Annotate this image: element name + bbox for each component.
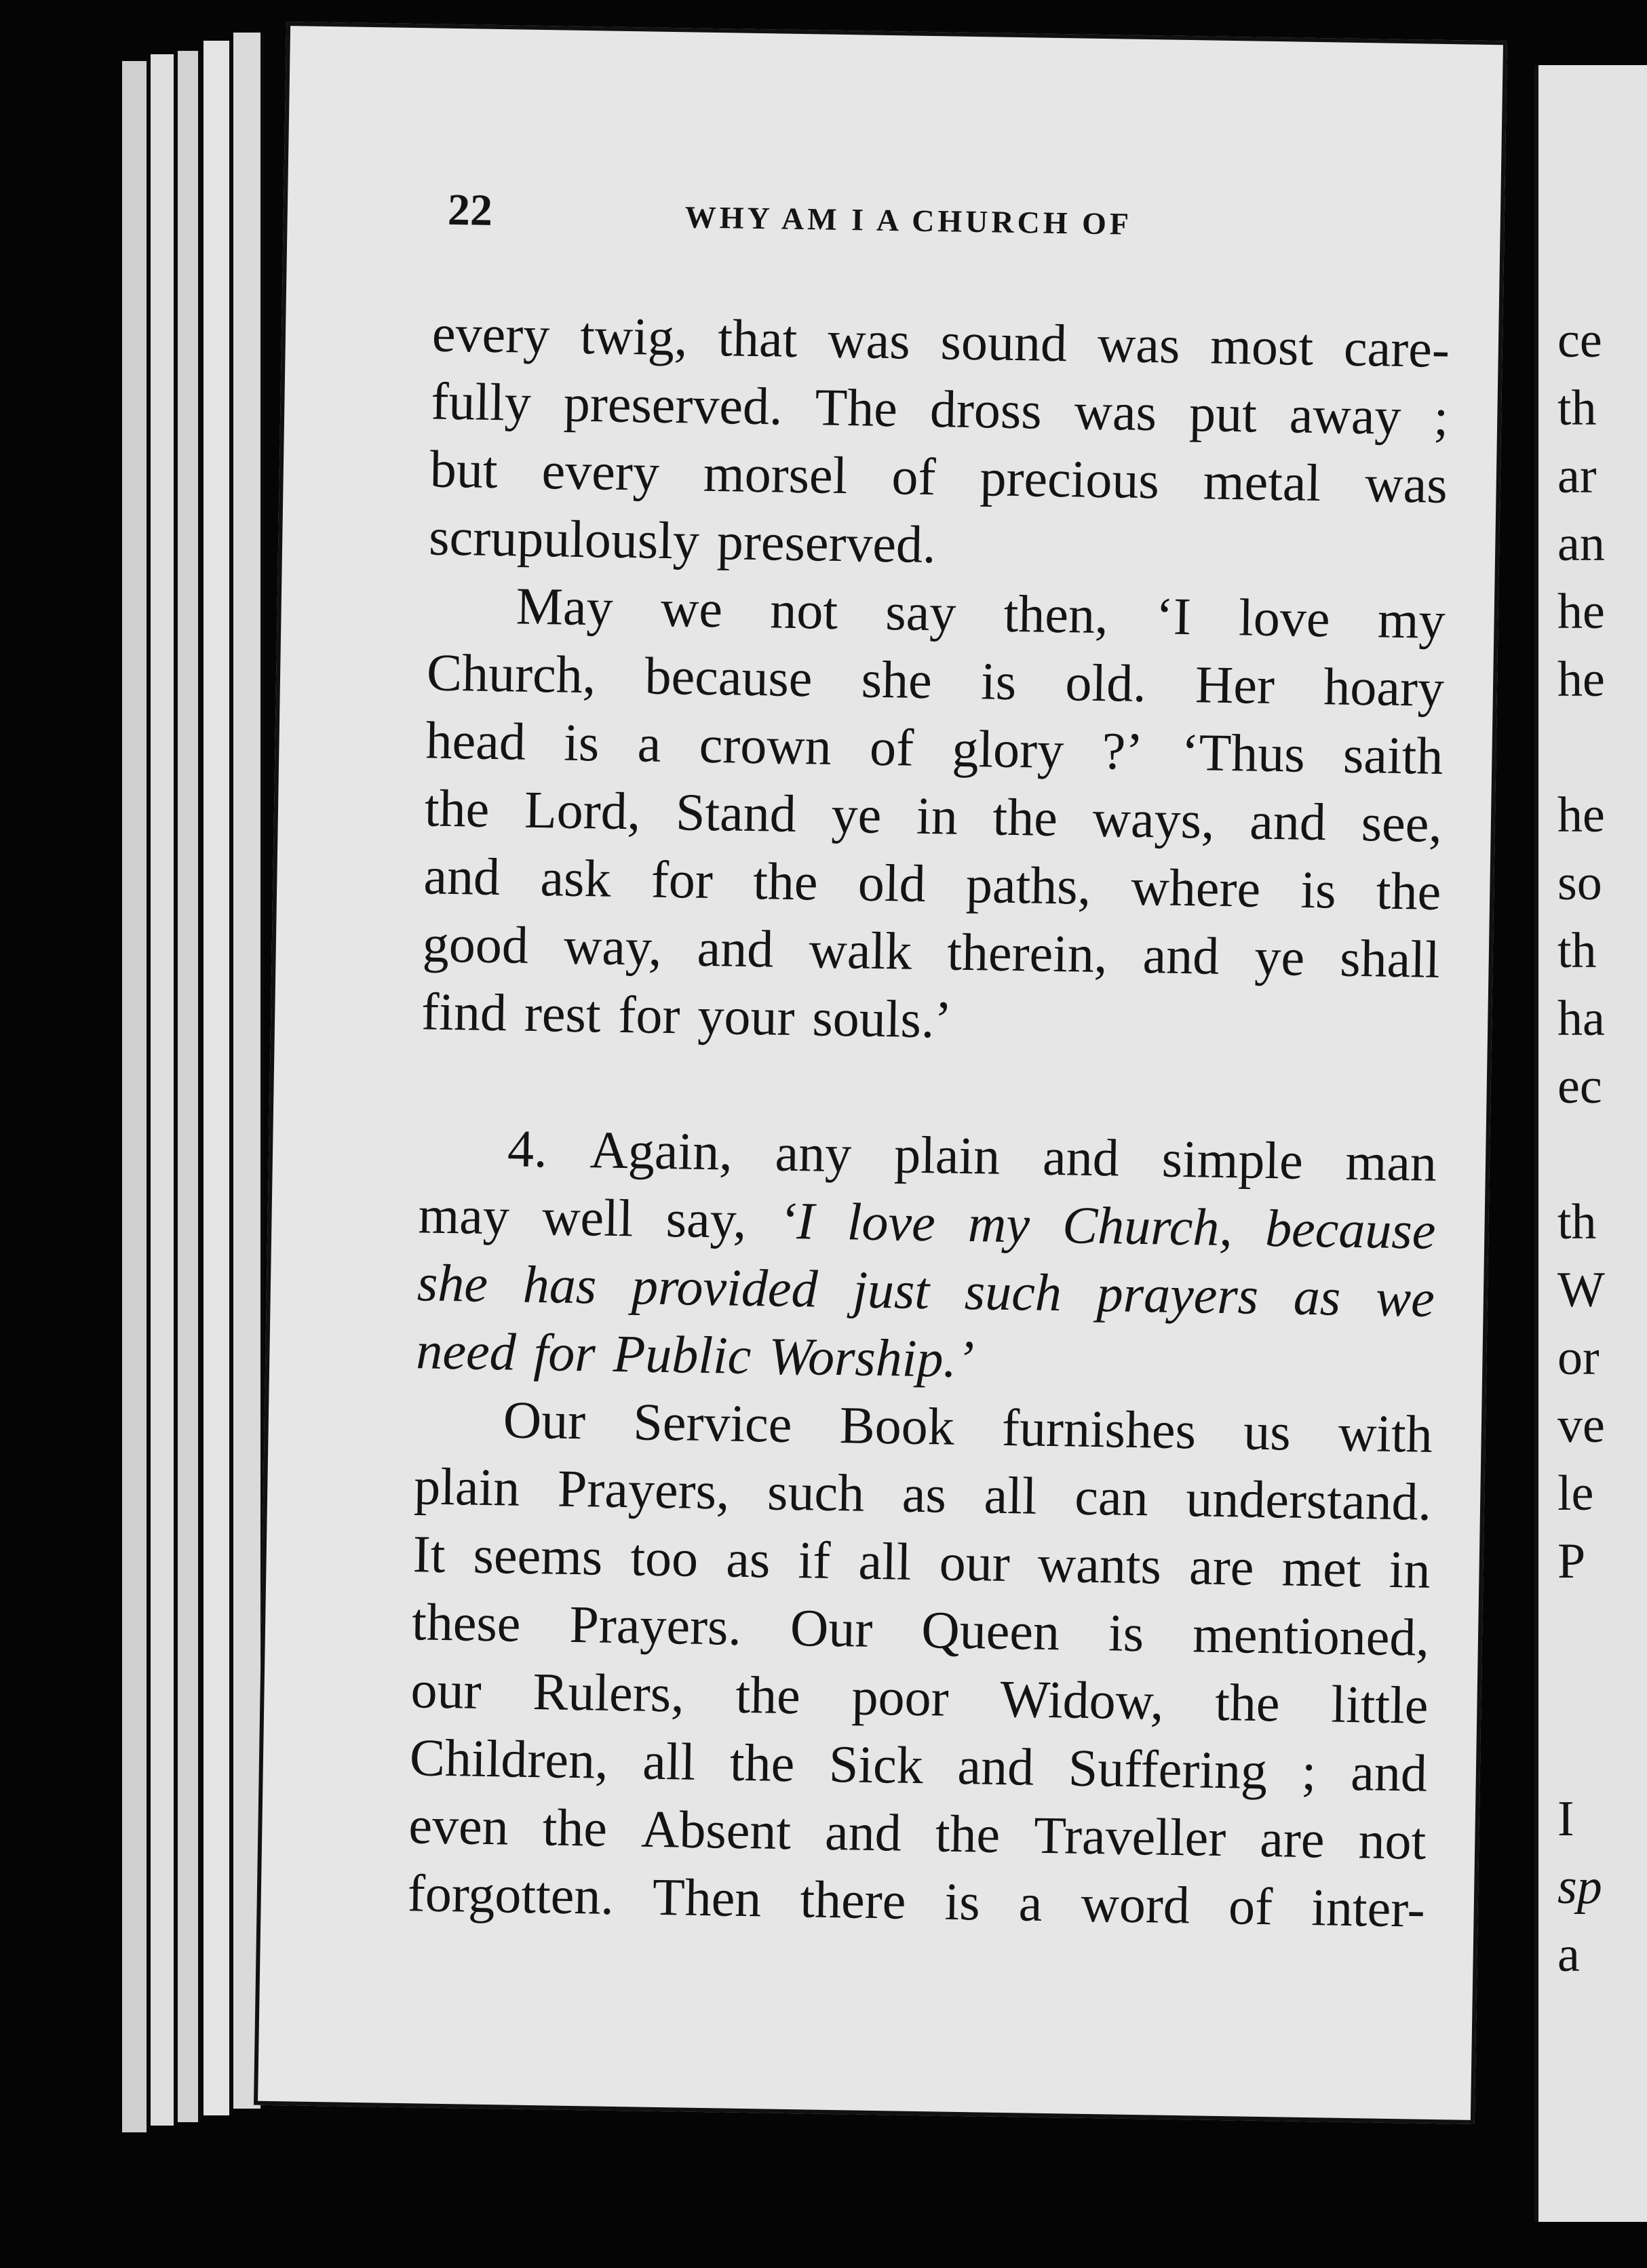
word: paths, xyxy=(965,854,1091,916)
word: most xyxy=(1209,315,1314,376)
word: morsel xyxy=(703,443,849,505)
word: forgotten. xyxy=(407,1863,615,1925)
facing-page-fragment: ce xyxy=(1557,313,1602,368)
page-number: 22 xyxy=(447,184,493,235)
facing-page-fragment: ar xyxy=(1557,448,1597,504)
facing-page-fragment: P xyxy=(1557,1533,1586,1589)
word: such xyxy=(964,1261,1062,1323)
word: put xyxy=(1188,383,1258,444)
word: Sick xyxy=(828,1734,924,1795)
word: has xyxy=(522,1254,597,1315)
word: the xyxy=(542,1797,608,1858)
word: fully xyxy=(430,371,532,432)
word: seems xyxy=(472,1525,603,1586)
word: we xyxy=(1375,1268,1435,1328)
word: your xyxy=(697,985,796,1047)
word: not xyxy=(769,580,838,640)
facing-page-fragment: so xyxy=(1557,855,1602,911)
word: of xyxy=(891,446,937,507)
word: Our xyxy=(503,1390,586,1451)
word: a xyxy=(1018,1873,1043,1932)
word: simple xyxy=(1161,1129,1304,1190)
word: Worship.’ xyxy=(768,1326,975,1389)
word: where xyxy=(1130,857,1261,918)
word: furnishes xyxy=(1001,1397,1197,1460)
page-edge xyxy=(204,41,233,2115)
word: ways, xyxy=(1092,788,1216,850)
word: all xyxy=(642,1731,696,1791)
word: then, xyxy=(1003,583,1109,645)
word: my xyxy=(1377,589,1446,650)
word: old xyxy=(857,853,927,914)
facing-page-fragment: or xyxy=(1557,1330,1600,1386)
word: was xyxy=(1364,454,1448,515)
word: these xyxy=(411,1592,522,1653)
word: preserved. xyxy=(716,511,937,574)
word: ; xyxy=(1433,387,1449,447)
word: Prayers. xyxy=(568,1594,742,1656)
facing-page-fragment: th xyxy=(1557,923,1597,979)
word: as xyxy=(725,1529,771,1589)
facing-page-fragment: th xyxy=(1557,380,1597,436)
word: hoary xyxy=(1323,657,1445,718)
word: walk xyxy=(808,920,912,981)
word: was xyxy=(1097,313,1181,374)
word: Prayers, xyxy=(557,1458,731,1521)
word: find xyxy=(421,981,507,1042)
word: because xyxy=(1264,1198,1437,1260)
word: say, xyxy=(665,1189,747,1249)
word: even xyxy=(408,1795,509,1856)
word: all xyxy=(984,1465,1038,1525)
word: are xyxy=(1188,1536,1255,1597)
word: It xyxy=(412,1524,446,1584)
word: Service xyxy=(632,1392,793,1454)
word: Traveller xyxy=(1033,1805,1226,1868)
word: Church, xyxy=(1062,1195,1233,1257)
word: a xyxy=(637,713,662,773)
word: 4. xyxy=(507,1118,548,1179)
word: of xyxy=(869,717,914,777)
word: Church, xyxy=(426,642,596,705)
word: and xyxy=(697,918,775,979)
word: Then xyxy=(652,1866,762,1928)
word: and xyxy=(1249,791,1327,852)
word: Children, xyxy=(409,1727,609,1790)
word: dross xyxy=(929,379,1043,440)
word: with xyxy=(1338,1403,1433,1464)
word: old. xyxy=(1064,652,1147,713)
word: any xyxy=(775,1122,852,1184)
word: there xyxy=(799,1869,907,1930)
word: Rulers, xyxy=(532,1662,685,1723)
word: saith xyxy=(1342,724,1444,785)
word: The xyxy=(814,377,898,438)
word: Lord, xyxy=(524,779,641,841)
word: may xyxy=(417,1185,510,1246)
word: is xyxy=(944,1871,981,1932)
word: poor xyxy=(851,1666,950,1727)
word: the xyxy=(729,1732,795,1793)
word: of xyxy=(1228,1876,1273,1936)
word: but xyxy=(429,439,499,500)
word: ye xyxy=(830,784,882,844)
word: wants xyxy=(1037,1533,1162,1595)
word: twig, xyxy=(579,305,689,367)
word: ‘I xyxy=(778,1190,815,1251)
word: every xyxy=(541,441,660,502)
word: my xyxy=(967,1194,1030,1254)
word: plain xyxy=(413,1456,520,1517)
word: and xyxy=(956,1736,1034,1797)
word: we xyxy=(660,578,723,639)
word: in xyxy=(1389,1539,1431,1599)
word: love xyxy=(1238,587,1331,648)
word: word xyxy=(1080,1873,1190,1935)
word: Widow, xyxy=(999,1668,1165,1731)
word: ye xyxy=(1254,926,1305,987)
word: Absent xyxy=(640,1799,792,1861)
word: and xyxy=(1142,925,1220,985)
word: as xyxy=(902,1464,947,1524)
word: precious xyxy=(979,448,1160,510)
word: was xyxy=(1074,381,1157,442)
word: was xyxy=(827,309,911,370)
word: Queen xyxy=(921,1600,1060,1662)
word: and xyxy=(1042,1127,1120,1188)
word: if xyxy=(797,1530,831,1590)
word: head xyxy=(425,710,526,771)
word: provided xyxy=(631,1256,819,1318)
word: for xyxy=(533,1323,596,1383)
word: us xyxy=(1243,1401,1292,1462)
word: all xyxy=(857,1531,912,1591)
page-edge xyxy=(178,51,201,2122)
page-header xyxy=(447,184,1283,272)
word: preserved. xyxy=(563,373,783,436)
word: glory xyxy=(951,718,1064,780)
word: she xyxy=(416,1253,488,1313)
word: the xyxy=(1376,861,1441,921)
page-edge xyxy=(151,54,177,2126)
word: Stand xyxy=(675,782,797,843)
word: ask xyxy=(539,848,612,908)
word: scrupulously xyxy=(428,507,700,570)
body-text xyxy=(407,299,1450,1942)
book-page xyxy=(254,22,1507,2124)
word: the xyxy=(752,851,819,912)
word: met xyxy=(1281,1538,1362,1599)
word: away xyxy=(1289,385,1402,446)
word: ?’ xyxy=(1101,721,1144,781)
word: not xyxy=(1357,1810,1427,1871)
word: love xyxy=(847,1192,936,1253)
word: as xyxy=(1293,1266,1342,1327)
word: care- xyxy=(1343,317,1450,379)
facing-page-fragment: ve xyxy=(1557,1398,1605,1453)
word: in xyxy=(916,785,958,846)
word: well xyxy=(541,1187,634,1248)
word: the xyxy=(1214,1672,1281,1733)
word: mentioned, xyxy=(1192,1604,1430,1667)
word: shall xyxy=(1339,928,1441,989)
word: Our xyxy=(790,1598,874,1658)
word: say xyxy=(885,582,957,642)
word: need xyxy=(415,1321,517,1382)
facing-page-fragment: he xyxy=(1557,652,1605,707)
word: can xyxy=(1074,1466,1149,1527)
word: man xyxy=(1345,1131,1437,1192)
word: the xyxy=(935,1803,1001,1864)
facing-page-fragment: I xyxy=(1557,1791,1574,1847)
word: our xyxy=(410,1660,482,1720)
facing-page-fragment: th xyxy=(1557,1194,1597,1250)
word: Suffering xyxy=(1068,1738,1268,1801)
word: is xyxy=(1300,859,1337,920)
word: is xyxy=(1108,1603,1144,1663)
word: the xyxy=(735,1664,801,1725)
word: understand. xyxy=(1185,1468,1432,1531)
word: ; xyxy=(1301,1741,1317,1801)
word: for xyxy=(617,984,681,1045)
word: such xyxy=(767,1462,865,1523)
word: the xyxy=(424,778,490,838)
word: she xyxy=(861,649,933,710)
word: see, xyxy=(1361,793,1443,853)
word: for xyxy=(651,849,714,910)
word: way, xyxy=(563,916,663,977)
word: just xyxy=(852,1259,930,1321)
word: and xyxy=(1350,1742,1428,1803)
word: too xyxy=(629,1527,699,1588)
word: sound xyxy=(940,311,1068,373)
word: good xyxy=(422,914,529,975)
facing-page-fragment: ec xyxy=(1557,1059,1602,1114)
facing-page-fragment: he xyxy=(1557,584,1605,640)
facing-page-fragment: ha xyxy=(1557,991,1605,1047)
word: the xyxy=(992,787,1058,848)
word: and xyxy=(824,1801,902,1862)
word: ‘Thus xyxy=(1180,722,1306,783)
word: metal xyxy=(1203,451,1321,513)
facing-page-fragment: a xyxy=(1557,1927,1580,1982)
word: little xyxy=(1330,1674,1429,1735)
facing-page-fragment: an xyxy=(1557,516,1605,572)
word: are xyxy=(1259,1808,1325,1869)
word: crown xyxy=(699,714,832,776)
facing-page-fragment: sp xyxy=(1557,1859,1602,1915)
word: Public xyxy=(613,1323,752,1386)
word: Again, xyxy=(589,1120,733,1181)
word: souls.’ xyxy=(811,988,953,1049)
word: Her xyxy=(1195,654,1275,716)
word: May xyxy=(516,576,614,637)
word: rest xyxy=(524,983,602,1044)
word: our xyxy=(939,1532,1011,1593)
facing-page-fragment: he xyxy=(1557,787,1605,843)
word: is xyxy=(980,651,1017,711)
facing-page-fragment: le xyxy=(1557,1466,1594,1521)
word: therein, xyxy=(946,922,1108,984)
word: because xyxy=(644,646,813,708)
word: every xyxy=(431,303,550,365)
word: ‘I xyxy=(1155,586,1192,646)
word: and xyxy=(423,846,501,907)
word: Book xyxy=(839,1395,955,1456)
word: that xyxy=(717,308,798,368)
word: is xyxy=(563,712,600,773)
word: prayers xyxy=(1096,1264,1259,1325)
facing-page-fragment: W xyxy=(1557,1262,1605,1318)
running-head: WHY AM I A CHURCH OF xyxy=(684,199,1133,241)
word: inter- xyxy=(1311,1877,1426,1938)
word: plain xyxy=(893,1125,1001,1186)
page-edge xyxy=(122,61,150,2132)
